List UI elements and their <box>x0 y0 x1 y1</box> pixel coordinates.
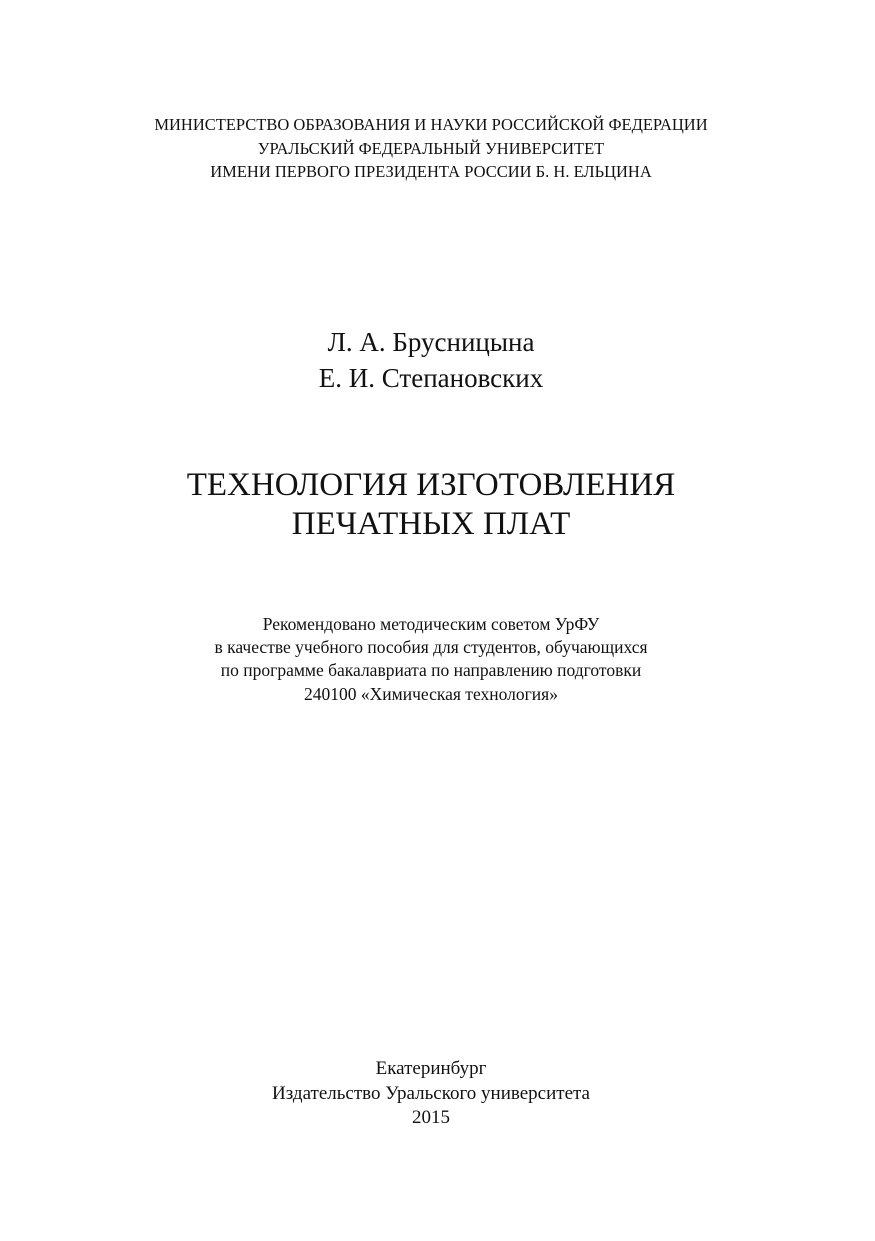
imprint-publisher: Издательство Уральского университета <box>272 1082 590 1104</box>
recommendation-line: в качестве учебного пособия для студентов, обучающихся <box>214 637 648 658</box>
author-name: Е. И. Степановских <box>318 363 544 393</box>
authors <box>0 324 862 396</box>
book-title-line: ТЕХНОЛОГИЯ ИЗГОТОВЛЕНИЯ <box>186 467 676 503</box>
recommendation-line: 240100 «Химическая технология» <box>304 683 558 704</box>
book-title-line: ПЕЧАТНЫХ ПЛАТ <box>291 506 571 542</box>
author-name: Л. А. Брусницына <box>327 327 535 357</box>
organization-header <box>0 113 862 184</box>
ministry-line: МИНИСТЕРСТВО ОБРАЗОВАНИЯ И НАУКИ РОССИЙСКОЙ ФЕДЕРАЦИИ <box>154 115 708 134</box>
university-name-line: ИМЕНИ ПЕРВОГО ПРЕЗИДЕНТА РОССИИ Б. Н. ЕЛЬЦИНА <box>210 162 652 181</box>
recommendation-line: по программе бакалавриата по направлению подготовки <box>220 660 642 681</box>
imprint-year: 2015 <box>412 1107 450 1128</box>
recommendation-line: Рекомендовано методическим советом УрФУ <box>262 614 600 634</box>
book-title <box>0 466 862 544</box>
recommendation-note <box>0 613 862 706</box>
university-line: УРАЛЬСКИЙ ФЕДЕРАЛЬНЫЙ УНИВЕРСИТЕТ <box>257 138 605 158</box>
imprint <box>0 1057 862 1131</box>
imprint-city: Екатеринбург <box>375 1058 487 1079</box>
